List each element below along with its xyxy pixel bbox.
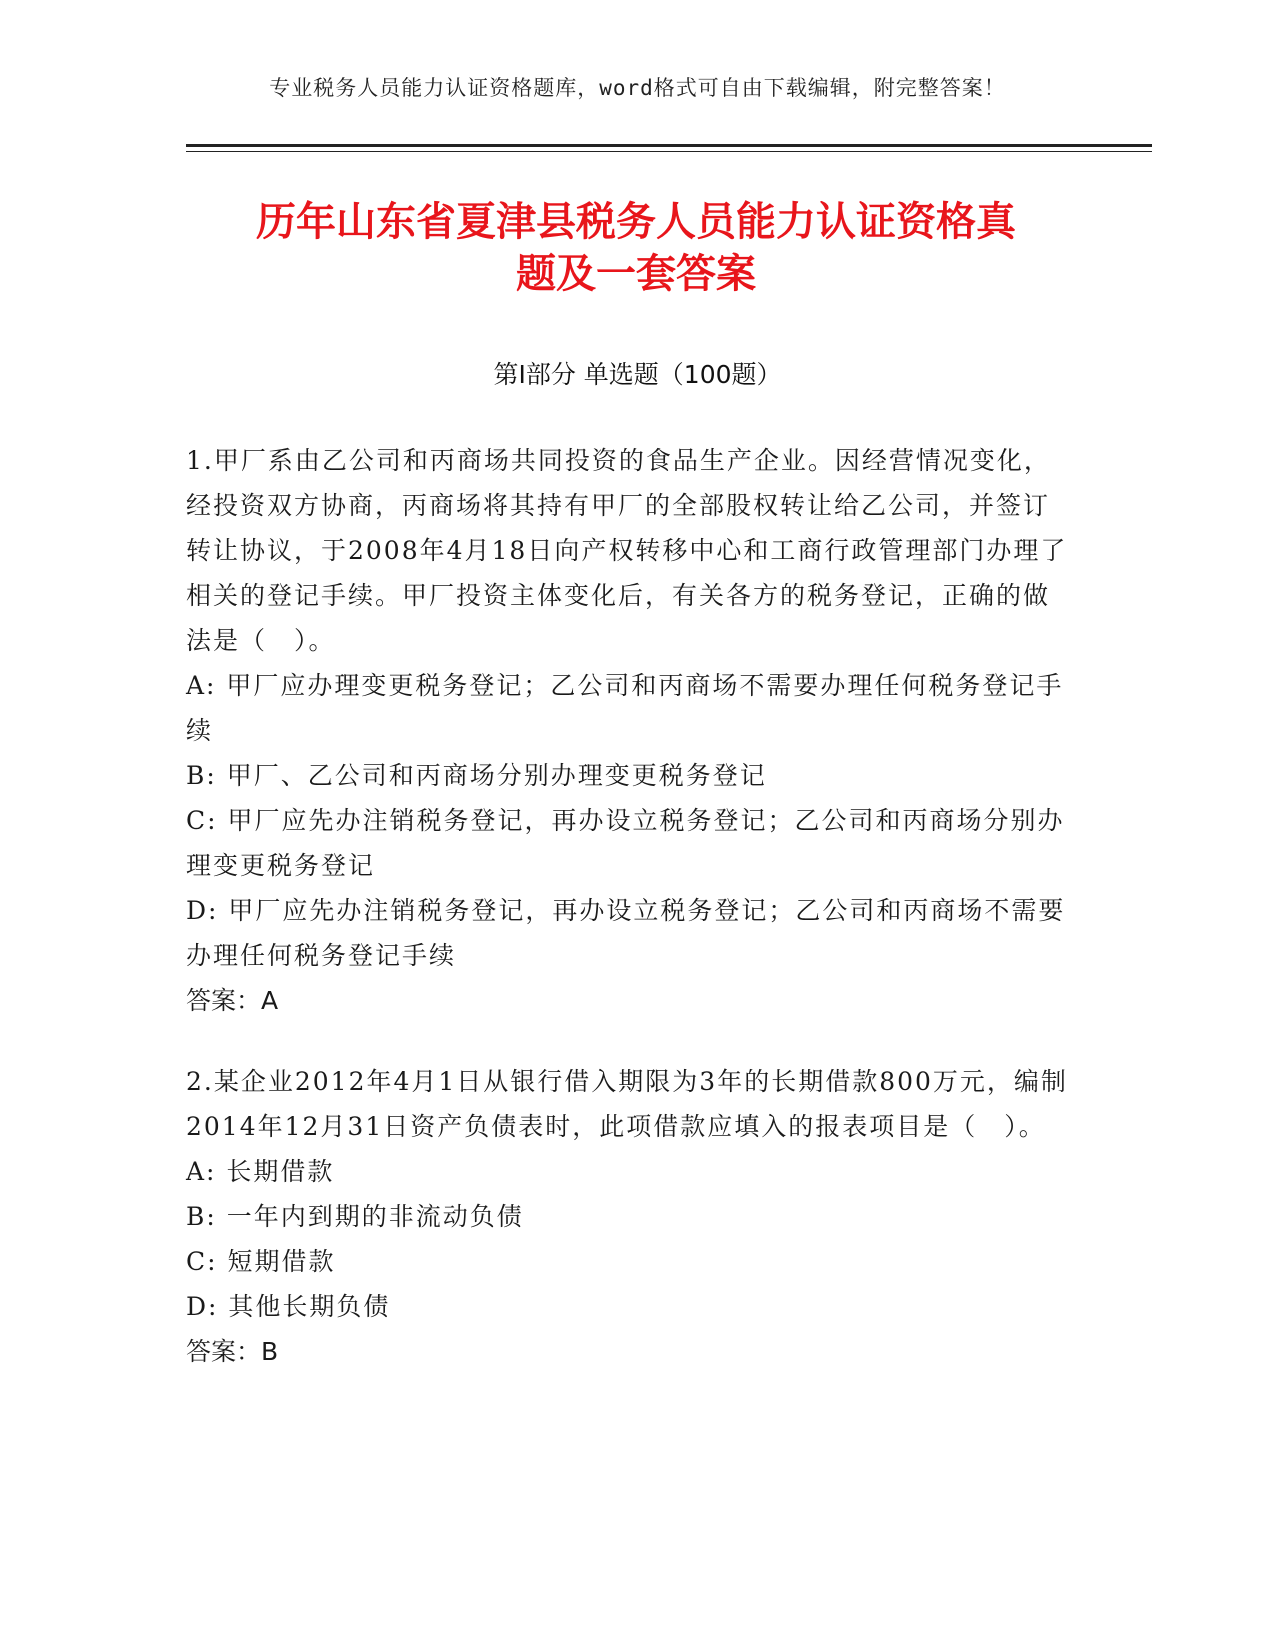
option-b: B: 甲厂、乙公司和丙商场分别办理变更税务登记 [186,761,767,790]
option-c: C: 甲厂应先办注销税务登记，再办设立税务登记；乙公司和丙商场分别办理变更税务登记 [186,806,1065,880]
header-note: 专业税务人员能力认证资格题库，word格式可自由下载编辑，附完整答案！ [269,76,1006,100]
document-title-line-1: 历年山东省夏津县税务人员能力认证资格真 [256,199,1016,245]
option-c: C: 短期借款 [186,1247,336,1276]
option-d: D: 其他长期负债 [186,1292,391,1321]
section-title: 第Ⅰ部分 单选题（100题） [493,360,782,389]
header-rule-thin [186,151,1152,152]
document-title-line-2: 题及一套答案 [516,251,756,297]
question-2 [186,1059,1076,1374]
option-d: D: 甲厂应先办注销税务登记，再办设立税务登记；乙公司和丙商场不需要办理任何税务登记手续 [186,896,1066,970]
question-1 [186,438,1076,1023]
option-a: A: 长期借款 [186,1157,335,1186]
question-list [186,438,1076,1410]
option-b: B: 一年内到期的非流动负债 [186,1202,524,1231]
option-a: A: 甲厂应办理变更税务登记；乙公司和丙商场不需要办理任何税务登记手续 [186,671,1064,745]
question-stem: 1.甲厂系由乙公司和丙商场共同投资的食品生产企业。因经营情况变化，经投资双方协商，丙商场将其持有甲厂的全部股权转让给乙公司，并签订转让协议，于2008年4月18日向产权转移中心和工商行政管理部门办理了相关的登记手续。甲厂投资主体变化后，有关各方的税务登记，正确的做法是（ ）。 [186,446,1068,655]
answer: 答案：B [186,1337,279,1366]
question-stem: 2.某企业2012年4月1日从银行借入期限为3年的长期借款800万元，编制2014年12月31日资产负债表时，此项借款应填入的报表项目是（ ）。 [186,1067,1068,1141]
document-title [186,196,1086,300]
answer: 答案：A [186,986,279,1015]
header-rule-thick [186,144,1152,147]
